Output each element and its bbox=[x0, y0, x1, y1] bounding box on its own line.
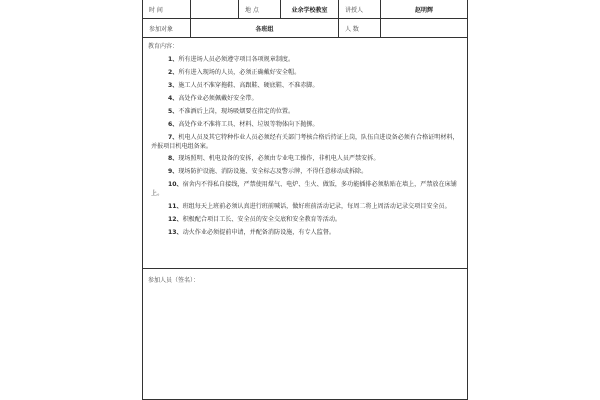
item-text: 现场照明、机电设备的安拆，必须由专业电工操作，非机电人员严禁安拆。 bbox=[178, 155, 380, 163]
item-text: 施工人员不准穿拖鞋、高跟鞋、硬底鞋、不准赤脚。 bbox=[178, 81, 319, 89]
attendees-value: 各班组 bbox=[255, 25, 274, 33]
item-number: 1、 bbox=[168, 56, 179, 63]
content-item bbox=[151, 216, 459, 225]
attendees-value-cell bbox=[191, 19, 339, 37]
item-number: 4、 bbox=[168, 94, 179, 102]
item-number: 10、 bbox=[168, 181, 183, 189]
education-record-form bbox=[142, 0, 468, 400]
place-label-cell bbox=[239, 0, 281, 18]
content-item bbox=[151, 203, 459, 212]
time-value-cell bbox=[191, 0, 239, 18]
header-row-2 bbox=[143, 19, 467, 38]
item-number: 7、 bbox=[168, 133, 179, 141]
item-text: 所有进场人员必须遵守项目各项规章制度。 bbox=[178, 56, 295, 63]
content-item bbox=[151, 229, 459, 238]
item-text: 班组每天上班前必须认真进行班前喊话，做好班前活动记录，每周二将上周活动记录交项目安全员。 bbox=[182, 203, 451, 211]
lecturer-label: 讲授人 bbox=[345, 6, 364, 14]
item-number: 2、 bbox=[168, 68, 179, 76]
place-value-cell bbox=[281, 0, 339, 18]
lecturer-value-cell bbox=[381, 0, 467, 18]
content-item bbox=[151, 155, 459, 164]
item-text: 高处作业不准将工具、材料、垃圾等物体向下抛掷。 bbox=[178, 120, 319, 128]
lecturer-label-cell bbox=[339, 0, 381, 18]
item-number: 3、 bbox=[168, 81, 179, 89]
item-text: 宿舍内不得私自接线，严禁使用煤气、电炉、生火、做饭，多功能插排必须粘贴在墙上，严禁放在床铺上。 bbox=[151, 181, 457, 198]
signature-label: 参加人员（签名）： bbox=[148, 277, 200, 284]
content-item bbox=[151, 95, 459, 104]
count-value-cell bbox=[381, 19, 467, 37]
item-text: 高处作业必须佩戴好安全带。 bbox=[178, 94, 258, 102]
time-label: 时 间 bbox=[149, 6, 163, 14]
item-number: 8、 bbox=[168, 155, 179, 163]
content-item bbox=[151, 134, 459, 151]
attendees-label-cell bbox=[143, 19, 191, 37]
item-number: 6、 bbox=[168, 120, 179, 128]
place-label: 地 点 bbox=[245, 6, 259, 14]
item-text: 动火作业必须提前申请，并配备消防设施，有专人监督。 bbox=[182, 229, 335, 236]
item-number: 12、 bbox=[168, 216, 183, 224]
place-value: 业余学校教室 bbox=[291, 6, 328, 14]
count-label-cell bbox=[339, 19, 381, 37]
item-number: 13、 bbox=[168, 229, 183, 236]
content-item bbox=[151, 108, 459, 117]
content-section bbox=[143, 38, 467, 269]
content-item bbox=[151, 69, 459, 78]
content-item bbox=[151, 121, 459, 130]
content-item bbox=[151, 168, 459, 177]
item-number: 11、 bbox=[168, 203, 183, 211]
lecturer-value: 赵明辉 bbox=[414, 6, 433, 14]
content-item bbox=[151, 82, 459, 91]
signature-section bbox=[143, 269, 467, 400]
item-text: 现场防护设施、消防设施、安全标志及警示牌，不得任意移动或拆除。 bbox=[178, 168, 368, 176]
item-text: 积极配合项目工长、安全员的安全交底和安全教育等活动。 bbox=[182, 216, 342, 224]
attendees-label: 参加对象 bbox=[149, 25, 174, 33]
item-number: 9、 bbox=[168, 168, 179, 176]
content-item bbox=[151, 56, 459, 65]
content-item bbox=[151, 181, 459, 198]
header-row-1 bbox=[143, 0, 467, 19]
item-text: 机电人员及其它特种作业人员必须经有关部门考核合格后持证上岗，队伍自进设备必须有合格证明材料，并报项目机电组备案。 bbox=[151, 133, 459, 150]
content-items bbox=[151, 56, 459, 242]
item-number: 5、 bbox=[168, 107, 179, 115]
item-text: 所有进入现场的人员，必须正确戴好安全帽。 bbox=[178, 68, 301, 76]
time-label-cell bbox=[143, 0, 191, 18]
content-label: 教育内容： bbox=[148, 43, 179, 50]
item-text: 不准酒后上岗，现场吸烟要在指定的位置。 bbox=[178, 107, 295, 115]
count-label: 人 数 bbox=[345, 25, 359, 33]
